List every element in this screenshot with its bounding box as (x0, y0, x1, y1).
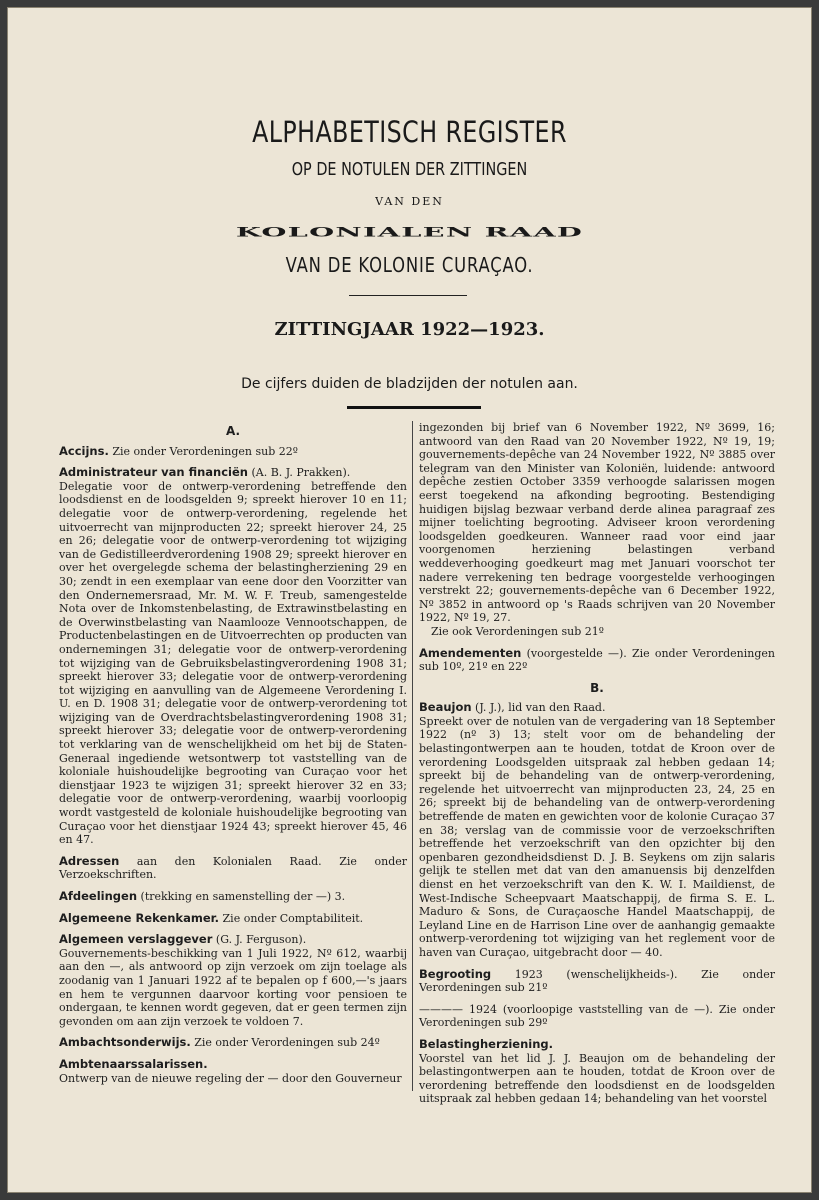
entry-ambachtsonderwijs (59, 1036, 407, 1050)
section-heading-b: B. (590, 680, 604, 695)
entry-text: (voorgestelde —). Zie onder Verordeningen sub 10º, 21º en 22º (419, 646, 775, 674)
entry-keyword: Ambtenaarssalarissen. (59, 1056, 208, 1071)
entry-keyword: Beaujon (419, 700, 472, 715)
entry-begrooting-1924 (419, 1003, 775, 1030)
entry-text: (trekking en samenstelling der —) 3. (140, 890, 346, 903)
right-column (419, 421, 775, 1114)
entry-continuation (419, 421, 775, 639)
entry-name: (J. J.), lid van den Raad. (475, 701, 606, 715)
note-divider (347, 406, 481, 409)
entry-keyword: Begrooting (419, 966, 492, 981)
entry-text: ———— 1924 (voorloopige vaststelling van de —). Zie onder Verordeningen sub 29º (419, 1002, 775, 1030)
entry-keyword: Administrateur van financiën (59, 465, 248, 480)
entry-name: (A. B. J. Prakken). (251, 466, 351, 480)
entry-keyword: Belastingherziening. (419, 1036, 553, 1051)
entry-text: Zie onder Comptabiliteit. (222, 911, 364, 925)
entry-see-also: Zie ook Verordeningen sub 21º (431, 624, 604, 638)
entry-keyword: Ambachtsonderwijs. (59, 1035, 191, 1050)
entry-afdeelingen (59, 890, 407, 904)
entry-beaujon (419, 701, 775, 959)
document-page (7, 7, 812, 1193)
register-subtitle: OP DE NOTULEN DER ZITTINGEN (291, 159, 528, 180)
entry-amendementen (419, 647, 775, 674)
entry-text: Voorstel van het lid J. J. Beaujon om de behandeling der belastingontwerpen aan te houden, totdat de Kroon over de verordening betreffende den loodsdienst en de loodsgelden uitspraak zal hebben gedaan 14; behandeling van het voorstel (419, 1051, 775, 1106)
entry-accijns (59, 445, 407, 459)
column-divider (412, 421, 413, 1091)
entry-adressen (59, 855, 407, 882)
entry-name: (G. J. Ferguson). (215, 933, 307, 947)
register-title: ALPHABETISCH REGISTER (252, 115, 567, 149)
section-heading-a: A. (225, 424, 241, 438)
entry-keyword: Algemeen verslaggever (59, 932, 213, 947)
page-note: De cijfers duiden de bladzijden der notulen aan. (241, 376, 578, 392)
entry-rekenkamer (59, 912, 407, 926)
entry-text: 1923 (wenschelijkheids-). Zie onder Verordeningen sub 21º (419, 967, 775, 995)
entry-verslaggever (59, 933, 407, 1028)
header-divider (349, 295, 467, 296)
van-den-line: VAN DEN (375, 195, 444, 208)
entry-keyword: Afdeelingen (59, 889, 138, 903)
entry-text: Gouvernements-beschikking van 1 Juli 1922, Nº 612, waarbij aan den —, als antwoord op zijn verzoek om zijn toelage als zoodanig van 1 Januari 1922 af te bepalen op f 600,—'s jaars en hem te vergunnen daarvoor korting voor pensioen te ondergaan, te kennen wordt gegeven, dat er geen termen zijn gevonden om aan zijn verzoek te voldoen 7. (59, 946, 407, 1028)
entry-keyword: Accijns. (59, 443, 109, 458)
entry-text: Zie onder Verordeningen sub 24º (194, 1036, 380, 1050)
entry-text: aan den Kolonialen Raad. Zie onder Verzoekschriften. (59, 854, 407, 882)
colony-name: VAN DE KOLONIE CURAÇAO. (285, 253, 534, 277)
entry-text: Spreekt over de notulen van de vergadering van 18 September 1922 (nº 3) 13; stelt voor om de behandeling der belastingontwerpen aan te houden, totdat de Kroon over de verordening Loodsgelden uitspraak zal hebben gedaan 14; spreekt bij de behandeling van de ontwerp-verordening, regelende het uitvoerrecht van mijnproducten 23, 24, 25 en 26; spreekt bij de behandeling van de ontwerp-verordening betreffende de maten en gewichten voor de kolonie Curaçao 37 en 38; verslag van de commissie voor de verzoekschriften betreffende het verzoekschrift van den opzichter bij den openbaren gezondheidsdienst D. J. B. Seykens om zijn salaris gelijk te stellen met dat van den amanuensis bij denzelfden dienst en het verzoekschrift van den K. W. I. Maildienst, de West-Indische Scheepvaart Maatschappij, de firma S. E. L. Maduro & Sons, de Curaçaosche Handel Maatschappij, de Leyland Line en de Harrison Line over de aanhangig gemaakte ontwerp-verordening tot wijziging van het reglement voor de haven van Curaçao, uitgebracht door — 40. (419, 714, 775, 959)
entry-text: ingezonden bij brief van 6 November 1922, Nº 3699, 16; antwoord van den Raad van 20 November 1922, Nº 19, 19; gouvernements-depêche van 24 November 1922, Nº 3885 over telegram van den Minister van Koloniën, luidende: antwoord depêche zestien October 3359 verhoogde salarissen mogen eerst toegekend na afkonding begrooting. Bestendiging huidigen bijslag bezwaar verband derde alinea paragraaf zes mijner toelichting begrooting. Adviseer kroon verordening loodsgelden goedkeuren. Wanneer raad voor eind jaar voorgenomen herziening belastingen verband weddeverhooging goedkeurt mag met Januari voorschot ter nadere verrekening ten bedrage voorgestelde verhoogingen verstrekt 22; gouvernements-depêche van 6 December 1922, Nº 3852 in antwoord op 's Raads schrijven van 20 November 1922, Nº 19, 27. (419, 421, 775, 625)
entry-begrooting (419, 968, 775, 995)
entry-administrateur (59, 466, 407, 847)
entry-text: Ontwerp van de nieuwe regeling der — door den Gouverneur (59, 1071, 402, 1085)
session-year: ZITTINGJAAR 1922—1923. (274, 319, 545, 340)
left-column (59, 421, 407, 1093)
council-name: KOLONIALEN RAAD (235, 225, 584, 240)
entry-keyword: Amendementen (419, 645, 522, 660)
entry-text: Delegatie voor de ontwerp-verordening betreffende den loodsdienst en de loodsgelden 9; spreekt hierover 10 en 11; delegatie voor de ontwerp-verordening, regelende het uitvoerrecht van mijnproducten 22; spreekt hierover 24, 25 en 26; delegatie voor de ontwerp-verordening tot wijziging van de Gedistilleerdverordening 1908 29; spreekt hierover en over het overgelegde schema der belastingherziening 29 en 30; zendt in een exemplaar van eene door den Voorzitter van den Ondernemersraad, Mr. M. W. F. Treub, samengestelde Nota over de Inkomstenbelasting, de Extrawinstbelasting en de Overwinstbelasting van Naamlooze Vennootschappen, de Productenbelastingen en de Uitvoerrechten op producten van ondernemingen 31; delegatie voor de ontwerp-verordening tot wijziging van de Gebruiksbelastingverordening 1908 31; spreekt hierover 33; delegatie voor de ontwerp-verordening tot wijziging en aanvulling van de Algemeene Verordening I. U. en D. 1908 31; delegatie voor de ontwerp-verordening tot wijziging van de Overdrachtsbelastingverordening 1908 31; spreekt hierover 33; delegatie voor de ontwerp-verordening tot verklaring van de wenschelijkheid om het bij de Staten-Generaal ingediende wetsontwerp tot vaststelling van de koloniale huishoudelijke begrooting van Curaçao voor het dienstjaar 1923 te wijzigen 31; spreekt hierover 32 en 33; delegatie voor de ontwerp-verordening, waarbij voorloopig wordt vastgesteld de koloniale huishoudelijke begrooting van Curaçao voor het dienstjaar 1924 43; spreekt hierover 45, 46 en 47. (59, 479, 407, 847)
entry-keyword: Algemeene Rekenkamer. (59, 910, 220, 925)
entry-text: Zie onder Verordeningen sub 22º (112, 444, 298, 458)
entry-belastingherziening (419, 1038, 775, 1106)
entry-ambtenaarssalarissen (59, 1058, 407, 1085)
entry-keyword: Adressen (59, 853, 120, 868)
